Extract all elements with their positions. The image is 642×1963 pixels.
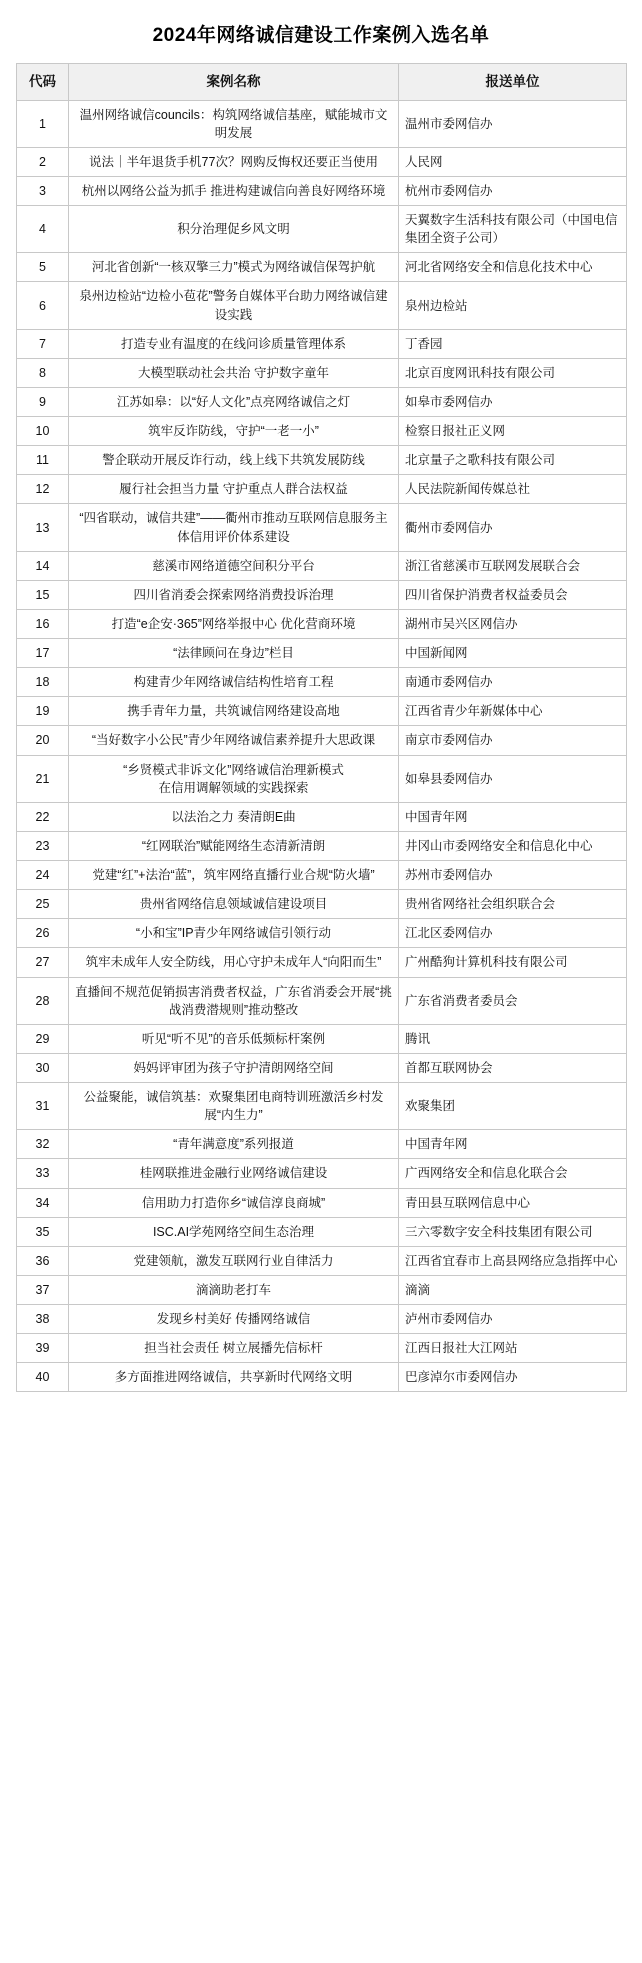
cell-code: 5 bbox=[17, 253, 69, 282]
cell-organization: 中国青年网 bbox=[399, 802, 627, 831]
cell-code: 23 bbox=[17, 831, 69, 860]
cell-case-name: “乡贤模式非诉文化”网络诚信治理新模式 在信用调解领域的实践探索 bbox=[69, 755, 399, 802]
cell-code: 2 bbox=[17, 147, 69, 176]
cell-case-name: 贵州省网络信息领域诚信建设项目 bbox=[69, 890, 399, 919]
cell-code: 20 bbox=[17, 726, 69, 755]
cell-organization: 南通市委网信办 bbox=[399, 668, 627, 697]
table-row bbox=[17, 358, 627, 387]
table-row bbox=[17, 387, 627, 416]
cell-organization: 中国青年网 bbox=[399, 1130, 627, 1159]
cell-code: 7 bbox=[17, 329, 69, 358]
table-row bbox=[17, 1053, 627, 1082]
cell-organization: 广西网络安全和信息化联合会 bbox=[399, 1159, 627, 1188]
cell-code: 1 bbox=[17, 100, 69, 147]
cell-case-name: “四省联动，诚信共建”——衢州市推动互联网信息服务主体信用评价体系建设 bbox=[69, 504, 399, 551]
cell-organization: 贵州省网络社会组织联合会 bbox=[399, 890, 627, 919]
cell-case-name: “小和宝”IP青少年网络诚信引领行动 bbox=[69, 919, 399, 948]
cell-code: 12 bbox=[17, 475, 69, 504]
table-row bbox=[17, 1363, 627, 1392]
cell-code: 36 bbox=[17, 1246, 69, 1275]
table-row bbox=[17, 919, 627, 948]
cell-code: 3 bbox=[17, 176, 69, 205]
cell-organization: 中国新闻网 bbox=[399, 639, 627, 668]
cell-code: 31 bbox=[17, 1083, 69, 1130]
cell-organization: 江西省宜春市上高县网络应急指挥中心 bbox=[399, 1246, 627, 1275]
cell-code: 9 bbox=[17, 387, 69, 416]
cell-organization: 三六零数字安全科技集团有限公司 bbox=[399, 1217, 627, 1246]
cell-organization: 检察日报社正义网 bbox=[399, 417, 627, 446]
cell-case-name: 听见“听不见”的音乐低频标杆案例 bbox=[69, 1024, 399, 1053]
cell-organization: 衢州市委网信办 bbox=[399, 504, 627, 551]
table-row bbox=[17, 890, 627, 919]
table-row bbox=[17, 977, 627, 1024]
table-row bbox=[17, 1130, 627, 1159]
table-row bbox=[17, 1246, 627, 1275]
cell-case-name: 打造专业有温度的在线问诊质量管理体系 bbox=[69, 329, 399, 358]
cell-code: 4 bbox=[17, 206, 69, 253]
cell-code: 19 bbox=[17, 697, 69, 726]
cell-organization: 丁香园 bbox=[399, 329, 627, 358]
cell-case-name: 说法｜半年退货手机77次？网购反悔权还要正当使用 bbox=[69, 147, 399, 176]
cell-organization: 广州酷狗计算机科技有限公司 bbox=[399, 948, 627, 977]
table-row bbox=[17, 726, 627, 755]
cell-organization: 四川省保护消费者权益委员会 bbox=[399, 580, 627, 609]
cell-code: 35 bbox=[17, 1217, 69, 1246]
table-row bbox=[17, 1305, 627, 1334]
cell-case-name: 筑牢未成年人安全防线，用心守护未成年人“向阳而生” bbox=[69, 948, 399, 977]
cell-organization: 欢聚集团 bbox=[399, 1083, 627, 1130]
cell-code: 8 bbox=[17, 358, 69, 387]
cell-organization: 泉州边检站 bbox=[399, 282, 627, 329]
cell-case-name: 慈溪市网络道德空间积分平台 bbox=[69, 551, 399, 580]
cell-case-name: 以法治之力 奏清朗E曲 bbox=[69, 802, 399, 831]
table-row bbox=[17, 1159, 627, 1188]
cell-organization: 广东省消费者委员会 bbox=[399, 977, 627, 1024]
cell-case-name: 滴滴助老打车 bbox=[69, 1275, 399, 1304]
cell-case-name: 杭州以网络公益为抓手 推进构建诚信向善良好网络环境 bbox=[69, 176, 399, 205]
cell-case-name: 信用助力打造你乡“诚信淳良商城” bbox=[69, 1188, 399, 1217]
table-row bbox=[17, 1334, 627, 1363]
cell-organization: 江西日报社大江网站 bbox=[399, 1334, 627, 1363]
cell-case-name: “红网联治”赋能网络生态清新清朗 bbox=[69, 831, 399, 860]
cell-code: 14 bbox=[17, 551, 69, 580]
cell-code: 16 bbox=[17, 609, 69, 638]
cell-code: 6 bbox=[17, 282, 69, 329]
table-row bbox=[17, 1275, 627, 1304]
table-row bbox=[17, 668, 627, 697]
cell-code: 32 bbox=[17, 1130, 69, 1159]
table-row bbox=[17, 551, 627, 580]
cell-code: 24 bbox=[17, 861, 69, 890]
column-header-case-name: 案例名称 bbox=[69, 64, 399, 101]
cell-case-name: 警企联动开展反诈行动，线上线下共筑发展防线 bbox=[69, 446, 399, 475]
cell-code: 34 bbox=[17, 1188, 69, 1217]
cell-case-name: 桂网联推进金融行业网络诚信建设 bbox=[69, 1159, 399, 1188]
cell-case-name: 筑牢反诈防线，守护“一老一小” bbox=[69, 417, 399, 446]
table-row bbox=[17, 504, 627, 551]
cell-organization: 腾讯 bbox=[399, 1024, 627, 1053]
table-row bbox=[17, 206, 627, 253]
cell-case-name: 妈妈评审团为孩子守护清朗网络空间 bbox=[69, 1053, 399, 1082]
cell-code: 21 bbox=[17, 755, 69, 802]
table-row bbox=[17, 100, 627, 147]
cell-code: 39 bbox=[17, 1334, 69, 1363]
table-header-row bbox=[17, 64, 627, 101]
table-row bbox=[17, 802, 627, 831]
page-title: 2024年网络诚信建设工作案例入选名单 bbox=[152, 25, 490, 46]
cell-organization: 首都互联网协会 bbox=[399, 1053, 627, 1082]
cell-organization: 青田县互联网信息中心 bbox=[399, 1188, 627, 1217]
cell-code: 30 bbox=[17, 1053, 69, 1082]
cell-case-name: “青年满意度”系列报道 bbox=[69, 1130, 399, 1159]
cell-code: 22 bbox=[17, 802, 69, 831]
cell-organization: 滴滴 bbox=[399, 1275, 627, 1304]
cell-organization: 人民法院新闻传媒总社 bbox=[399, 475, 627, 504]
table-row bbox=[17, 831, 627, 860]
cell-organization: 河北省网络安全和信息化技术中心 bbox=[399, 253, 627, 282]
cell-case-name: 河北省创新“一核双擎三力”模式为网络诚信保驾护航 bbox=[69, 253, 399, 282]
cell-case-name: 构建青少年网络诚信结构性培育工程 bbox=[69, 668, 399, 697]
table-row bbox=[17, 580, 627, 609]
cell-organization: 江西省青少年新媒体中心 bbox=[399, 697, 627, 726]
table-row bbox=[17, 755, 627, 802]
cell-code: 10 bbox=[17, 417, 69, 446]
cell-case-name: 担当社会责任 树立展播先信标杆 bbox=[69, 1334, 399, 1363]
cell-case-name: 打造“e企安·365”网络举报中心 优化营商环境 bbox=[69, 609, 399, 638]
cell-organization: 如皋县委网信办 bbox=[399, 755, 627, 802]
cell-organization: 泸州市委网信办 bbox=[399, 1305, 627, 1334]
table-row bbox=[17, 639, 627, 668]
cell-organization: 湖州市吴兴区网信办 bbox=[399, 609, 627, 638]
cell-case-name: 党建“红”+法治“蓝”，筑牢网络直播行业合规“防火墙” bbox=[69, 861, 399, 890]
table-row bbox=[17, 1024, 627, 1053]
cell-code: 15 bbox=[17, 580, 69, 609]
case-list-table bbox=[16, 63, 627, 1392]
table-row bbox=[17, 948, 627, 977]
table-row bbox=[17, 1217, 627, 1246]
cell-case-name: ISC.AI学苑网络空间生态治理 bbox=[69, 1217, 399, 1246]
table-row bbox=[17, 609, 627, 638]
cell-code: 38 bbox=[17, 1305, 69, 1334]
cell-organization: 浙江省慈溪市互联网发展联合会 bbox=[399, 551, 627, 580]
cell-case-name: 江苏如皋：以“好人文化”点亮网络诚信之灯 bbox=[69, 387, 399, 416]
cell-organization: 北京量子之歌科技有限公司 bbox=[399, 446, 627, 475]
table-row bbox=[17, 1188, 627, 1217]
cell-case-name: 大模型联动社会共治 守护数字童年 bbox=[69, 358, 399, 387]
cell-organization: 温州市委网信办 bbox=[399, 100, 627, 147]
cell-code: 25 bbox=[17, 890, 69, 919]
cell-code: 26 bbox=[17, 919, 69, 948]
cell-organization: 巴彦淖尔市委网信办 bbox=[399, 1363, 627, 1392]
cell-case-name: 泉州边检站“边检小苞花”警务自媒体平台助力网络诚信建设实践 bbox=[69, 282, 399, 329]
table-row bbox=[17, 861, 627, 890]
column-header-code: 代码 bbox=[17, 64, 69, 101]
cell-code: 28 bbox=[17, 977, 69, 1024]
table-row bbox=[17, 475, 627, 504]
cell-case-name: “当好数字小公民”青少年网络诚信素养提升大思政课 bbox=[69, 726, 399, 755]
table-row bbox=[17, 176, 627, 205]
cell-case-name: 多方面推进网络诚信，共享新时代网络文明 bbox=[69, 1363, 399, 1392]
cell-case-name: 公益聚能，诚信筑基：欢聚集团电商特训班激活乡村发展“内生力” bbox=[69, 1083, 399, 1130]
cell-case-name: 党建领航，激发互联网行业自律活力 bbox=[69, 1246, 399, 1275]
cell-case-name: “法律顾问在身边”栏目 bbox=[69, 639, 399, 668]
table-header bbox=[17, 64, 627, 101]
table-row bbox=[17, 282, 627, 329]
cell-code: 18 bbox=[17, 668, 69, 697]
cell-code: 11 bbox=[17, 446, 69, 475]
cell-code: 29 bbox=[17, 1024, 69, 1053]
cell-case-name: 四川省消委会探索网络消费投诉治理 bbox=[69, 580, 399, 609]
cell-case-name: 携手青年力量，共筑诚信网络建设高地 bbox=[69, 697, 399, 726]
cell-case-name: 温州网络诚信councils：构筑网络诚信基座，赋能城市文明发展 bbox=[69, 100, 399, 147]
table-row bbox=[17, 697, 627, 726]
cell-organization: 天翼数字生活科技有限公司（中国电信集团全资子公司） bbox=[399, 206, 627, 253]
cell-organization: 江北区委网信办 bbox=[399, 919, 627, 948]
table-row bbox=[17, 329, 627, 358]
cell-code: 37 bbox=[17, 1275, 69, 1304]
table-row bbox=[17, 417, 627, 446]
cell-organization: 杭州市委网信办 bbox=[399, 176, 627, 205]
cell-organization: 人民网 bbox=[399, 147, 627, 176]
cell-organization: 如皋市委网信办 bbox=[399, 387, 627, 416]
cell-code: 40 bbox=[17, 1363, 69, 1392]
table-body bbox=[17, 100, 627, 1392]
cell-case-name: 发现乡村美好 传播网络诚信 bbox=[69, 1305, 399, 1334]
cell-case-name: 积分治理促乡风文明 bbox=[69, 206, 399, 253]
cell-organization: 南京市委网信办 bbox=[399, 726, 627, 755]
table-row bbox=[17, 253, 627, 282]
cell-organization: 井冈山市委网络安全和信息化中心 bbox=[399, 831, 627, 860]
cell-code: 13 bbox=[17, 504, 69, 551]
table-row bbox=[17, 1083, 627, 1130]
cell-case-name: 直播间不规范促销损害消费者权益，广东省消委会开展“挑战消费潜规则”推动整改 bbox=[69, 977, 399, 1024]
cell-organization: 北京百度网讯科技有限公司 bbox=[399, 358, 627, 387]
cell-case-name: 履行社会担当力量 守护重点人群合法权益 bbox=[69, 475, 399, 504]
cell-code: 33 bbox=[17, 1159, 69, 1188]
column-header-organization: 报送单位 bbox=[399, 64, 627, 101]
cell-code: 27 bbox=[17, 948, 69, 977]
table-row bbox=[17, 147, 627, 176]
cell-organization: 苏州市委网信办 bbox=[399, 861, 627, 890]
cell-code: 17 bbox=[17, 639, 69, 668]
table-row bbox=[17, 446, 627, 475]
